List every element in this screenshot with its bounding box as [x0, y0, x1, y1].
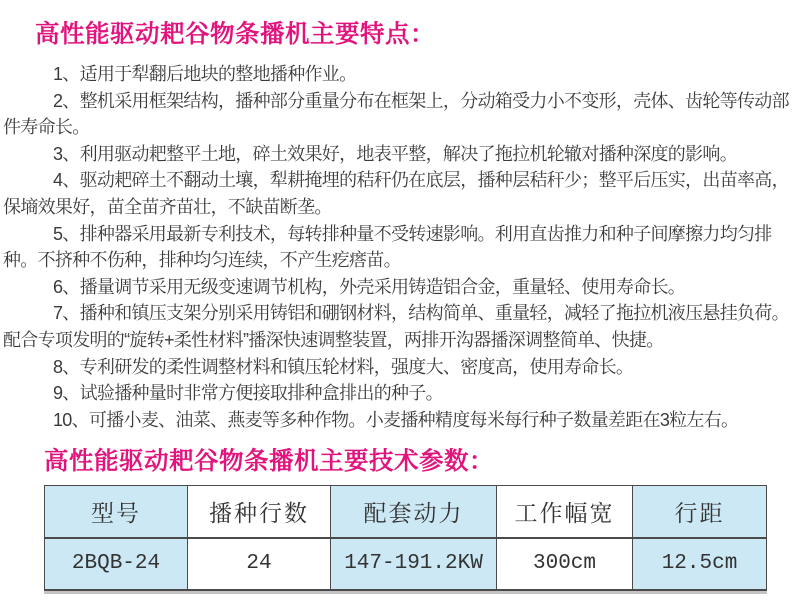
feature-item-1: 1、适用于犁翻后地块的整地播种作业。: [53, 64, 357, 84]
feature-item-2: 2、整机采用框架结构，播种部分重量分布在框架上，分动箱受力小不变形，壳体、齿轮等传动部件寿命长。: [3, 90, 789, 138]
feature-item-3: 3、利用驱动耙整平土地，碎土效果好，地表平整，解决了拖拉机轮辙对播种深度的影响。: [53, 143, 738, 164]
cell-model: 2BQB-24: [45, 538, 188, 590]
specs-table-data-row: [45, 538, 767, 590]
col-header-model: 型号: [45, 486, 188, 538]
specs-table-header-row: [45, 486, 767, 538]
cell-work-width: 300cm: [497, 538, 633, 590]
feature-item-4: 4、驱动耙碎土不翻动土壤，犁耕掩埋的秸秆仍在底层，播种层秸秆少；整平后压实，出苗率高，保墒效果好，苗全苗齐苗壮，不缺苗断垄。: [3, 170, 789, 217]
feature-item-10: 10、可播小麦、油菜、燕麦等多种作物。小麦播种精度每米每行种子数量差距在3粒左右。: [53, 409, 739, 430]
feature-item-6: 6、播量调节采用无级变速调节机构，外壳采用铸造铝合金，重量轻、使用寿命长。: [53, 276, 686, 297]
col-header-work-width: 工作幅宽: [497, 486, 633, 538]
feature-item-8: 8、专利研发的柔性调整材料和镇压轮材料，强度大、密度高，使用寿命长。: [53, 356, 634, 377]
col-header-power: 配套动力: [331, 486, 497, 538]
col-header-row-count: 播种行数: [188, 486, 331, 538]
feature-item-7: 7、播种和镇压支架分别采用铸铝和硼钢材料，结构简单、重量轻，减轻了拖拉机液压悬挂负荷。配合专项发明的“旋转+柔性材料”播深快速调整装置，两排开沟器播深调整简单、快捷。: [3, 303, 789, 350]
feature-item-5: 5、排种器采用最新专利技术，每转排种量不受转速影响。利用直齿推力和种子间摩擦力均匀排种。不挤种不伤种，排种均匀连续，不产生疙瘩苗。: [3, 223, 772, 271]
cell-row-count: 24: [188, 538, 331, 590]
feature-item-9: 9、试验播种量时非常方便接取排种盒排出的种子。: [53, 383, 443, 404]
specs-section-title: 高性能驱动耙谷物条播机主要技术参数：: [44, 448, 494, 476]
col-header-row-spacing: 行距: [633, 486, 767, 538]
features-list: [0, 61, 800, 433]
specs-table: [44, 485, 767, 591]
cell-power: 147-191.2KW: [331, 538, 497, 590]
features-section-title: 高性能驱动耙谷物条播机主要特点：: [35, 21, 435, 48]
cell-row-spacing: 12.5cm: [633, 538, 767, 590]
